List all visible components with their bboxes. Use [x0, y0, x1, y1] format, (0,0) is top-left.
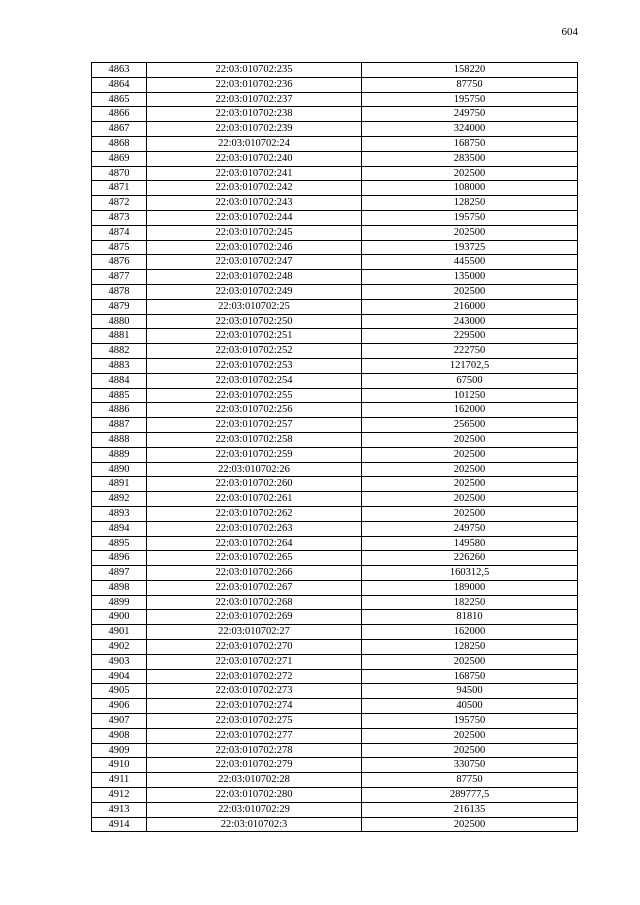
value-cell: 202500: [362, 492, 578, 507]
row-number-cell: 4875: [92, 240, 147, 255]
table-row: [92, 77, 578, 92]
cadastral-number-cell: 22:03:010702:275: [147, 714, 362, 729]
table-row: [92, 388, 578, 403]
value-cell: 87750: [362, 773, 578, 788]
row-number-cell: 4883: [92, 358, 147, 373]
table-row: [92, 595, 578, 610]
cadastral-number-cell: 22:03:010702:29: [147, 802, 362, 817]
cadastral-number-cell: 22:03:010702:238: [147, 107, 362, 122]
value-cell: 243000: [362, 314, 578, 329]
table-row: [92, 181, 578, 196]
value-cell: 162000: [362, 625, 578, 640]
cadastral-number-cell: 22:03:010702:28: [147, 773, 362, 788]
cadastral-number-cell: 22:03:010702:273: [147, 684, 362, 699]
value-cell: 249750: [362, 521, 578, 536]
row-number-cell: 4878: [92, 284, 147, 299]
row-number-cell: 4890: [92, 462, 147, 477]
value-cell: 108000: [362, 181, 578, 196]
table-row: [92, 122, 578, 137]
table-row: [92, 447, 578, 462]
table-row: [92, 344, 578, 359]
table-row: [92, 817, 578, 832]
cadastral-number-cell: 22:03:010702:272: [147, 669, 362, 684]
row-number-cell: 4885: [92, 388, 147, 403]
cadastral-number-cell: 22:03:010702:3: [147, 817, 362, 832]
cadastral-number-cell: 22:03:010702:248: [147, 270, 362, 285]
row-number-cell: 4908: [92, 728, 147, 743]
value-cell: 216000: [362, 299, 578, 314]
value-cell: 128250: [362, 196, 578, 211]
value-cell: 135000: [362, 270, 578, 285]
value-cell: 222750: [362, 344, 578, 359]
table-row: [92, 669, 578, 684]
row-number-cell: 4892: [92, 492, 147, 507]
row-number-cell: 4863: [92, 63, 147, 78]
row-number-cell: 4873: [92, 210, 147, 225]
row-number-cell: 4889: [92, 447, 147, 462]
cadastral-number-cell: 22:03:010702:243: [147, 196, 362, 211]
value-cell: 162000: [362, 403, 578, 418]
table-row: [92, 551, 578, 566]
cadastral-number-cell: 22:03:010702:252: [147, 344, 362, 359]
row-number-cell: 4877: [92, 270, 147, 285]
table-row: [92, 802, 578, 817]
table-row: [92, 270, 578, 285]
table-row: [92, 728, 578, 743]
row-number-cell: 4903: [92, 654, 147, 669]
cadastral-number-cell: 22:03:010702:241: [147, 166, 362, 181]
table-row: [92, 625, 578, 640]
table-row: [92, 506, 578, 521]
cadastral-number-cell: 22:03:010702:27: [147, 625, 362, 640]
row-number-cell: 4865: [92, 92, 147, 107]
row-number-cell: 4898: [92, 580, 147, 595]
table-row: [92, 477, 578, 492]
cadastral-number-cell: 22:03:010702:25: [147, 299, 362, 314]
table-row: [92, 580, 578, 595]
value-cell: 158220: [362, 63, 578, 78]
value-cell: 94500: [362, 684, 578, 699]
row-number-cell: 4871: [92, 181, 147, 196]
row-number-cell: 4897: [92, 566, 147, 581]
value-cell: 195750: [362, 714, 578, 729]
table-row: [92, 743, 578, 758]
cadastral-number-cell: 22:03:010702:244: [147, 210, 362, 225]
cadastral-number-cell: 22:03:010702:267: [147, 580, 362, 595]
table-row: [92, 210, 578, 225]
table-row: [92, 699, 578, 714]
cadastral-number-cell: 22:03:010702:263: [147, 521, 362, 536]
value-cell: 216135: [362, 802, 578, 817]
value-cell: 101250: [362, 388, 578, 403]
value-cell: 168750: [362, 669, 578, 684]
value-cell: 202500: [362, 432, 578, 447]
cadastral-number-cell: 22:03:010702:274: [147, 699, 362, 714]
value-cell: 81810: [362, 610, 578, 625]
value-cell: 202500: [362, 166, 578, 181]
row-number-cell: 4913: [92, 802, 147, 817]
table-row: [92, 640, 578, 655]
table-row: [92, 329, 578, 344]
table-row: [92, 151, 578, 166]
page-number: 604: [561, 26, 578, 38]
table-row: [92, 566, 578, 581]
table-row: [92, 758, 578, 773]
cadastral-number-cell: 22:03:010702:242: [147, 181, 362, 196]
value-cell: 202500: [362, 654, 578, 669]
cadastral-number-cell: 22:03:010702:254: [147, 373, 362, 388]
cadastral-number-cell: 22:03:010702:270: [147, 640, 362, 655]
row-number-cell: 4907: [92, 714, 147, 729]
table-row: [92, 536, 578, 551]
cadastral-number-cell: 22:03:010702:268: [147, 595, 362, 610]
row-number-cell: 4896: [92, 551, 147, 566]
row-number-cell: 4867: [92, 122, 147, 137]
value-cell: 229500: [362, 329, 578, 344]
value-cell: 202500: [362, 225, 578, 240]
row-number-cell: 4874: [92, 225, 147, 240]
value-cell: 121702,5: [362, 358, 578, 373]
cadastral-number-cell: 22:03:010702:271: [147, 654, 362, 669]
value-cell: 283500: [362, 151, 578, 166]
row-number-cell: 4902: [92, 640, 147, 655]
row-number-cell: 4869: [92, 151, 147, 166]
row-number-cell: 4912: [92, 788, 147, 803]
cadastral-number-cell: 22:03:010702:266: [147, 566, 362, 581]
row-number-cell: 4879: [92, 299, 147, 314]
table-row: [92, 788, 578, 803]
cadastral-number-cell: 22:03:010702:250: [147, 314, 362, 329]
cadastral-number-cell: 22:03:010702:265: [147, 551, 362, 566]
cadastral-number-cell: 22:03:010702:235: [147, 63, 362, 78]
table-row: [92, 284, 578, 299]
cadastral-number-cell: 22:03:010702:259: [147, 447, 362, 462]
value-cell: 87750: [362, 77, 578, 92]
row-number-cell: 4876: [92, 255, 147, 270]
value-cell: 67500: [362, 373, 578, 388]
cadastral-number-cell: 22:03:010702:26: [147, 462, 362, 477]
row-number-cell: 4910: [92, 758, 147, 773]
value-cell: 256500: [362, 418, 578, 433]
table-row: [92, 136, 578, 151]
table-row: [92, 314, 578, 329]
row-number-cell: 4914: [92, 817, 147, 832]
cadastral-number-cell: 22:03:010702:256: [147, 403, 362, 418]
value-cell: 40500: [362, 699, 578, 714]
row-number-cell: 4901: [92, 625, 147, 640]
row-number-cell: 4888: [92, 432, 147, 447]
cadastral-number-cell: 22:03:010702:262: [147, 506, 362, 521]
row-number-cell: 4870: [92, 166, 147, 181]
value-cell: 249750: [362, 107, 578, 122]
table-row: [92, 225, 578, 240]
table-row: [92, 462, 578, 477]
cadastral-number-cell: 22:03:010702:239: [147, 122, 362, 137]
cadastral-number-cell: 22:03:010702:24: [147, 136, 362, 151]
value-cell: 160312,5: [362, 566, 578, 581]
cadastral-number-cell: 22:03:010702:260: [147, 477, 362, 492]
value-cell: 202500: [362, 743, 578, 758]
table-row: [92, 92, 578, 107]
cadastral-number-cell: 22:03:010702:280: [147, 788, 362, 803]
value-cell: 324000: [362, 122, 578, 137]
table-row: [92, 492, 578, 507]
cadastral-value-table: [91, 62, 578, 832]
cadastral-number-cell: 22:03:010702:258: [147, 432, 362, 447]
cadastral-number-cell: 22:03:010702:269: [147, 610, 362, 625]
table-body: [92, 63, 578, 832]
row-number-cell: 4886: [92, 403, 147, 418]
value-cell: 149580: [362, 536, 578, 551]
row-number-cell: 4887: [92, 418, 147, 433]
row-number-cell: 4884: [92, 373, 147, 388]
value-cell: 330750: [362, 758, 578, 773]
table-row: [92, 684, 578, 699]
table-row: [92, 610, 578, 625]
table-row: [92, 63, 578, 78]
table-row: [92, 299, 578, 314]
cadastral-number-cell: 22:03:010702:255: [147, 388, 362, 403]
table-row: [92, 773, 578, 788]
cadastral-number-cell: 22:03:010702:257: [147, 418, 362, 433]
value-cell: 202500: [362, 728, 578, 743]
cadastral-number-cell: 22:03:010702:278: [147, 743, 362, 758]
cadastral-number-cell: 22:03:010702:236: [147, 77, 362, 92]
row-number-cell: 4891: [92, 477, 147, 492]
value-cell: 202500: [362, 477, 578, 492]
cadastral-number-cell: 22:03:010702:247: [147, 255, 362, 270]
row-number-cell: 4880: [92, 314, 147, 329]
cadastral-number-cell: 22:03:010702:253: [147, 358, 362, 373]
value-cell: 445500: [362, 255, 578, 270]
row-number-cell: 4866: [92, 107, 147, 122]
table-row: [92, 373, 578, 388]
row-number-cell: 4911: [92, 773, 147, 788]
cadastral-number-cell: 22:03:010702:261: [147, 492, 362, 507]
value-cell: 195750: [362, 92, 578, 107]
value-cell: 202500: [362, 462, 578, 477]
table-row: [92, 240, 578, 255]
value-cell: 202500: [362, 506, 578, 521]
table-row: [92, 418, 578, 433]
table-row: [92, 521, 578, 536]
cadastral-number-cell: 22:03:010702:251: [147, 329, 362, 344]
table-row: [92, 196, 578, 211]
cadastral-number-cell: 22:03:010702:279: [147, 758, 362, 773]
value-cell: 289777,5: [362, 788, 578, 803]
table-row: [92, 358, 578, 373]
value-cell: 226260: [362, 551, 578, 566]
cadastral-number-cell: 22:03:010702:240: [147, 151, 362, 166]
row-number-cell: 4905: [92, 684, 147, 699]
table-row: [92, 654, 578, 669]
value-cell: 168750: [362, 136, 578, 151]
row-number-cell: 4864: [92, 77, 147, 92]
row-number-cell: 4882: [92, 344, 147, 359]
value-cell: 189000: [362, 580, 578, 595]
table-row: [92, 166, 578, 181]
row-number-cell: 4900: [92, 610, 147, 625]
cadastral-number-cell: 22:03:010702:277: [147, 728, 362, 743]
table-row: [92, 107, 578, 122]
row-number-cell: 4868: [92, 136, 147, 151]
table-row: [92, 432, 578, 447]
row-number-cell: 4909: [92, 743, 147, 758]
value-cell: 195750: [362, 210, 578, 225]
row-number-cell: 4906: [92, 699, 147, 714]
row-number-cell: 4895: [92, 536, 147, 551]
row-number-cell: 4872: [92, 196, 147, 211]
table-row: [92, 403, 578, 418]
cadastral-number-cell: 22:03:010702:245: [147, 225, 362, 240]
value-cell: 202500: [362, 817, 578, 832]
row-number-cell: 4881: [92, 329, 147, 344]
table-row: [92, 255, 578, 270]
value-cell: 193725: [362, 240, 578, 255]
cadastral-number-cell: 22:03:010702:237: [147, 92, 362, 107]
row-number-cell: 4893: [92, 506, 147, 521]
cadastral-number-cell: 22:03:010702:264: [147, 536, 362, 551]
row-number-cell: 4899: [92, 595, 147, 610]
table-row: [92, 714, 578, 729]
value-cell: 128250: [362, 640, 578, 655]
cadastral-number-cell: 22:03:010702:249: [147, 284, 362, 299]
row-number-cell: 4904: [92, 669, 147, 684]
value-cell: 202500: [362, 284, 578, 299]
cadastral-number-cell: 22:03:010702:246: [147, 240, 362, 255]
value-cell: 182250: [362, 595, 578, 610]
value-cell: 202500: [362, 447, 578, 462]
row-number-cell: 4894: [92, 521, 147, 536]
